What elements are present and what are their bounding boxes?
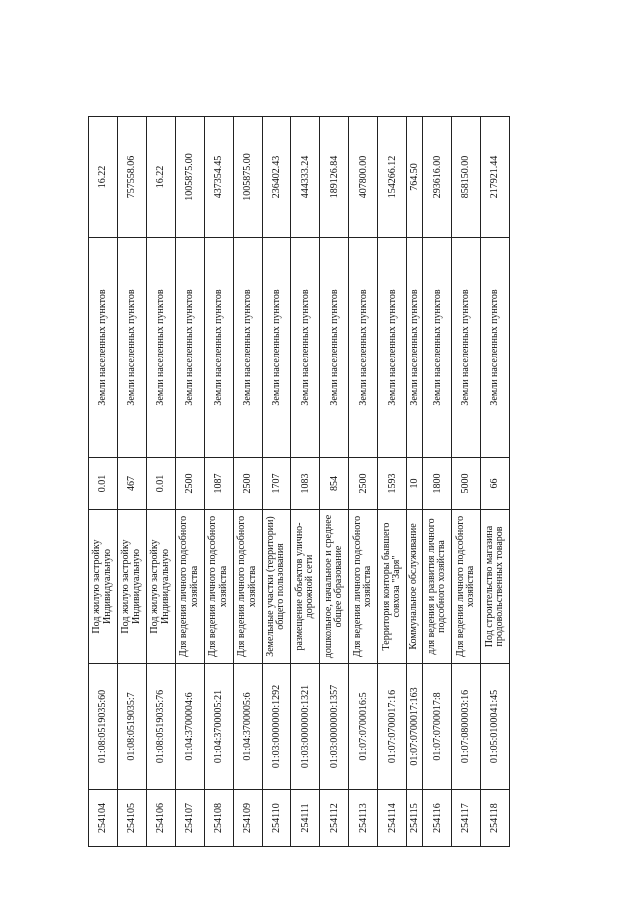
permitted-use-cell [204, 510, 233, 664]
table-row [481, 117, 510, 847]
cadastral-value-cell: 764.50 [407, 117, 423, 238]
cadastral-value-cell: 858150.00 [452, 117, 481, 238]
permitted-use-line: подсобного хозяйства [436, 540, 448, 633]
table-row [349, 117, 378, 847]
record-number-cell: 254112 [320, 790, 349, 847]
table-row [262, 117, 291, 847]
permitted-use-line: дошкольное, начальное и среднее [322, 514, 334, 659]
cadastral-value-cell: 757558.06 [117, 117, 146, 238]
permitted-use-line: совхоза "Заря" [391, 555, 403, 618]
permitted-use-cell [452, 510, 481, 664]
permitted-use-line: Под жилую застройку [91, 539, 103, 634]
land-category-cell: Земли населенных пунктов [175, 238, 204, 458]
cadastral-number-cell: 01:07:0700017:163 [407, 664, 423, 790]
cadastral-value-cell: 1005875.00 [233, 117, 262, 238]
cadastral-value-cell: 217921.44 [481, 117, 510, 238]
cadastral-number-cell: 01:04:3700005:21 [204, 664, 233, 790]
area-cell: 1800 [423, 458, 452, 510]
permitted-use-cell [89, 510, 118, 664]
cadastral-value-cell: 16.22 [89, 117, 118, 238]
permitted-use-line: Под строительство магазина [483, 525, 495, 648]
table-row [175, 117, 204, 847]
cadastral-value-cell: 154266.12 [378, 117, 407, 238]
record-number-cell: 254115 [407, 790, 423, 847]
area-cell: 2500 [233, 458, 262, 510]
table-row [204, 117, 233, 847]
record-number-cell: 254104 [89, 790, 118, 847]
permitted-use-line: для ведения и развития личного [425, 518, 437, 655]
permitted-use-line: общее образование [333, 545, 345, 628]
permitted-use-line: Индивидуальную [159, 549, 171, 624]
record-number-cell: 254117 [452, 790, 481, 847]
cadastral-number-cell: 01:08:0519035:7 [117, 664, 146, 790]
table-row [117, 117, 146, 847]
record-number-cell: 254108 [204, 790, 233, 847]
permitted-use-cell [291, 510, 320, 664]
permitted-use-line: Под жилую застройку [149, 539, 161, 634]
permitted-use-cell [233, 510, 262, 664]
cadastral-value-cell: 236402.43 [262, 117, 291, 238]
record-number-cell: 254105 [117, 790, 146, 847]
cadastral-value-cell: 1005875.00 [175, 117, 204, 238]
permitted-use-cell [378, 510, 407, 664]
record-number-cell: 254113 [349, 790, 378, 847]
permitted-use-cell [175, 510, 204, 664]
cadastral-value-cell: 444333.24 [291, 117, 320, 238]
permitted-use-line: Под жилую застройку [120, 539, 132, 634]
cadastral-number-cell: 01:07:0700016:5 [349, 664, 378, 790]
record-number-cell: 254111 [291, 790, 320, 847]
cadastral-value-cell: 189126.84 [320, 117, 349, 238]
land-category-cell: Земли населенных пунктов [146, 238, 175, 458]
table-row [233, 117, 262, 847]
record-number-cell: 254106 [146, 790, 175, 847]
record-number-cell: 254107 [175, 790, 204, 847]
land-category-cell: Земли населенных пунктов [89, 238, 118, 458]
permitted-use-line: хозяйства [362, 565, 374, 608]
permitted-use-cell [262, 510, 291, 664]
permitted-use-line: размещение объектов улично- [293, 522, 305, 651]
land-category-cell: Земли населенных пунктов [233, 238, 262, 458]
land-registry-table [88, 116, 510, 847]
area-cell: 1593 [378, 458, 407, 510]
permitted-use-line: дорожной сети [304, 554, 316, 619]
cadastral-number-cell: 01:07:0700017:16 [378, 664, 407, 790]
area-cell: 467 [117, 458, 146, 510]
cadastral-number-cell: 01:04:3700004:6 [175, 664, 204, 790]
table-row [89, 117, 118, 847]
permitted-use-line: Для ведения личного подсобного [207, 515, 219, 658]
table-row [452, 117, 481, 847]
permitted-use-line: Земельные участки (территории) [264, 516, 276, 657]
table-row [423, 117, 452, 847]
permitted-use-line: Для ведения личного подсобного [351, 515, 363, 658]
land-category-cell: Земли населенных пунктов [378, 238, 407, 458]
record-number-cell: 254118 [481, 790, 510, 847]
area-cell: 0.01 [146, 458, 175, 510]
permitted-use-line: хозяйства [217, 565, 229, 608]
record-number-cell: 254110 [262, 790, 291, 847]
area-cell: 854 [320, 458, 349, 510]
land-category-cell: Земли населенных пунктов [117, 238, 146, 458]
permitted-use-line: Коммунальное обслуживание [408, 523, 420, 650]
area-cell: 1707 [262, 458, 291, 510]
cadastral-number-cell: 01:07:0700017:8 [423, 664, 452, 790]
record-number-cell: 254116 [423, 790, 452, 847]
permitted-use-line: общего пользования [275, 543, 287, 630]
permitted-use-cell [481, 510, 510, 664]
land-category-cell: Земли населенных пунктов [204, 238, 233, 458]
land-category-cell: Земли населенных пунктов [320, 238, 349, 458]
record-number-cell: 254114 [378, 790, 407, 847]
area-cell: 66 [481, 458, 510, 510]
land-category-cell: Земли населенных пунктов [423, 238, 452, 458]
cadastral-value-cell: 293616.00 [423, 117, 452, 238]
permitted-use-line: Для ведения личного подсобного [236, 515, 248, 658]
table-body [89, 117, 510, 847]
area-cell: 2500 [175, 458, 204, 510]
cadastral-number-cell: 01:03:0000000:1292 [262, 664, 291, 790]
record-number-cell: 254109 [233, 790, 262, 847]
cadastral-number-cell: 01:07:0800003:16 [452, 664, 481, 790]
permitted-use-cell [349, 510, 378, 664]
permitted-use-cell [146, 510, 175, 664]
land-category-cell: Земли населенных пунктов [291, 238, 320, 458]
table-row [320, 117, 349, 847]
area-cell: 5000 [452, 458, 481, 510]
permitted-use-line: хозяйства [188, 565, 200, 608]
cadastral-number-cell: 01:04:3700005:6 [233, 664, 262, 790]
cadastral-value-cell: 16.22 [146, 117, 175, 238]
permitted-use-line: Индивидуальную [130, 549, 142, 624]
table-row [291, 117, 320, 847]
rotated-page [88, 117, 510, 847]
table-row [146, 117, 175, 847]
table-row [407, 117, 423, 847]
table-row [378, 117, 407, 847]
permitted-use-line: Индивидуальную [101, 549, 113, 624]
permitted-use-line: продовольственных товаров [494, 526, 505, 647]
permitted-use-line: хозяйства [246, 565, 258, 608]
land-category-cell: Земли населенных пунктов [262, 238, 291, 458]
cadastral-number-cell: 01:08:0519035:76 [146, 664, 175, 790]
cadastral-value-cell: 407800.00 [349, 117, 378, 238]
permitted-use-cell [117, 510, 146, 664]
area-cell: 10 [407, 458, 423, 510]
permitted-use-cell [407, 510, 423, 664]
area-cell: 1083 [291, 458, 320, 510]
area-cell: 0.01 [89, 458, 118, 510]
permitted-use-line: хозяйства [465, 565, 477, 608]
permitted-use-cell [423, 510, 452, 664]
land-category-cell: Земли населенных пунктов [349, 238, 378, 458]
permitted-use-line: Территория конторы бывшего [380, 522, 392, 651]
permitted-use-cell [320, 510, 349, 664]
land-category-cell: Земли населенных пунктов [407, 238, 423, 458]
permitted-use-line: Для ведения личного подсобного [178, 515, 190, 658]
permitted-use-line: Для ведения личного подсобного [454, 515, 466, 658]
area-cell: 2500 [349, 458, 378, 510]
cadastral-number-cell: 01:03:0000000:1357 [320, 664, 349, 790]
area-cell: 1087 [204, 458, 233, 510]
cadastral-number-cell: 01:05:0100041:45 [481, 664, 510, 790]
cadastral-number-cell: 01:03:0000000:1321 [291, 664, 320, 790]
land-category-cell: Земли населенных пунктов [481, 238, 510, 458]
cadastral-value-cell: 437354.45 [204, 117, 233, 238]
cadastral-number-cell: 01:08:0519035:60 [89, 664, 118, 790]
land-category-cell: Земли населенных пунктов [452, 238, 481, 458]
